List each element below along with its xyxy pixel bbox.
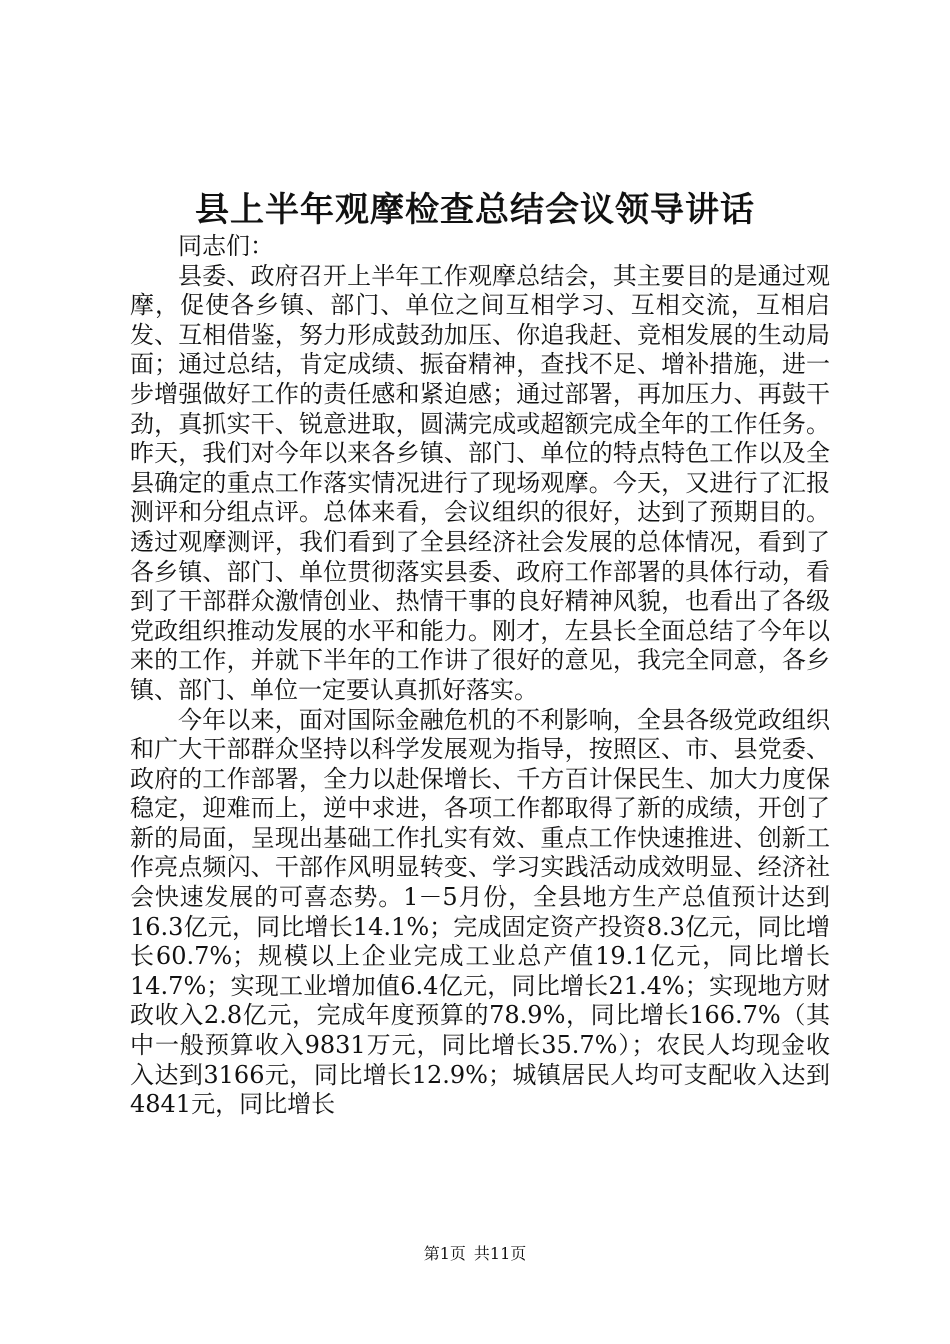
document-body <box>130 232 830 1120</box>
salutation: 同志们： <box>178 232 274 260</box>
paragraph-2: 今年以来，面对国际金融危机的不利影响，全县各级党政组织和广大干部群众坚持以科学发展观为指导，按照区、市、县党委、政府的工作部署，全力以赴保增长、千方百计保民生、加大力度保稳定，迎难而上，逆中求进，各项工作都取得了新的成绩，开创了新的局面，呈现出基础工作扎实有效、重点工作快速推进、创新工作亮点频闪、干部作风明显转变、学习实践活动成效明显、经济社会快速发展的可喜态势。1－5月份，全县地方生产总值预计达到16.3亿元，同比增长14.1%；完成固定资产投资8.3亿元，同比增长60.7%；规模以上企业完成工业总产值19.1亿元，同比增长14.7%；实现工业增加值6.4亿元，同比增长21.4%；实现地方财政收入2.8亿元，完成年度预算的78.9%，同比增长166.7%（其中一般预算收入9831万元，同比增长35.7%）；农民人均现金收入达到3166元，同比增长12.9%；城镇居民人均可支配收入达到4841元，同比增长 <box>130 705 830 1119</box>
paragraph-1: 县委、政府召开上半年工作观摩总结会，其主要目的是通过观摩，促使各乡镇、部门、单位之间互相学习、互相交流，互相启发、互相借鉴，努力形成鼓劲加压、你追我赶、竞相发展的生动局面；通过总结，肯定成绩、振奋精神，查找不足、增补措施，进一步增强做好工作的责任感和紧迫感；通过部署，再加压力、再鼓干劲，真抓实干、锐意进取，圆满完成或超额完成全年的工作任务。昨天，我们对今年以来各乡镇、部门、单位的特点特色工作以及全县确定的重点工作落实情况进行了现场观摩。今天，又进行了汇报测评和分组点评。总体来看，会议组织的很好，达到了预期目的。透过观摩测评，我们看到了全县经济社会发展的总体情况，看到了各乡镇、部门、单位贯彻落实县委、政府工作部署的具体行动，看到了干部群众激情创业、热情干事的良好精神风貌，也看出了各级党政组织推动发展的水平和能力。刚才，左县长全面总结了今年以来的工作，并就下半年的工作讲了很好的意见，我完全同意，各乡镇、部门、单位一定要认真抓好落实。 <box>130 261 830 704</box>
page-number: 第1页 <box>423 1244 466 1263</box>
page-footer <box>0 1244 950 1264</box>
document-title: 县上半年观摩检查总结会议领导讲话 <box>195 190 755 230</box>
page-total: 共11页 <box>473 1244 527 1263</box>
